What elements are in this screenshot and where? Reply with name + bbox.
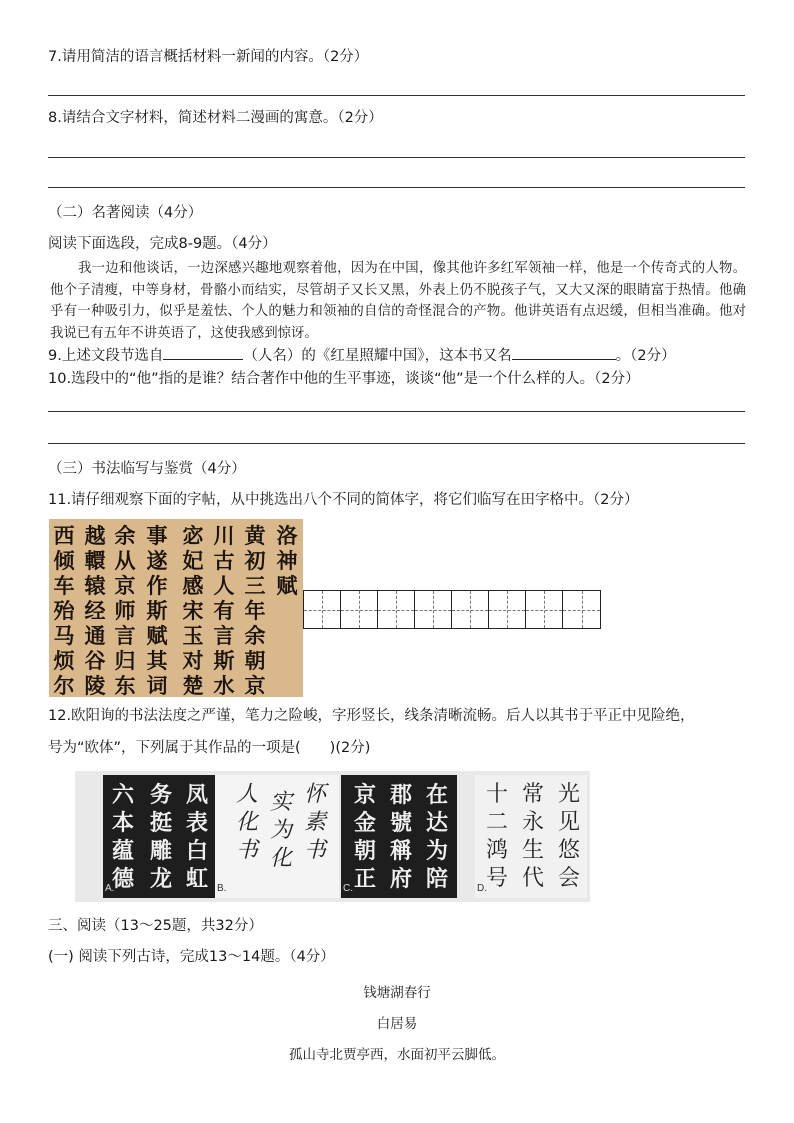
copybook-column: 西倾车殆马烦尔 bbox=[53, 523, 75, 697]
copybook-column: 黄初三年余朝京 bbox=[244, 523, 266, 697]
answer-line[interactable] bbox=[48, 411, 745, 412]
style-option-a[interactable] bbox=[103, 775, 215, 898]
copybook-column: 越轘辕经通谷陵 bbox=[84, 523, 106, 697]
style-c-column: 郡號稱府 bbox=[389, 782, 412, 892]
poem-author: 白居易 bbox=[376, 1016, 418, 1032]
blank-alt-title[interactable] bbox=[512, 345, 616, 360]
style-d-column: 常永生代 bbox=[521, 782, 544, 891]
style-b-column: 人化书 bbox=[235, 782, 258, 863]
question-10: 10.选段中的“他”指的是谁？结合著作中他的生平事迹，谈谈“他”是一个什么样的人。（2分） bbox=[48, 371, 640, 387]
subsection-1-heading: (一) 阅读下列古诗，完成13～14题。（4分） bbox=[48, 949, 335, 965]
style-c-column: 京金朝正 bbox=[353, 782, 376, 892]
q9-part1: 9.上述文段节选自 bbox=[48, 348, 164, 364]
style-d-column: 光见悠会 bbox=[557, 782, 580, 891]
poem-line-1: 孤山寺北贾亭西，水面初平云脚低。 bbox=[289, 1047, 505, 1063]
tian-cell[interactable] bbox=[341, 591, 378, 628]
style-a-column: 务挺雕龙 bbox=[149, 782, 172, 892]
poem-title: 钱塘湖春行 bbox=[363, 985, 431, 1001]
style-b-label: B. bbox=[217, 883, 227, 894]
calligraphy-styles-image bbox=[75, 771, 590, 902]
tian-cell[interactable] bbox=[563, 591, 600, 628]
question-12-line2: 号为“欧体”，下列属于其作品的一项是( )(2分) bbox=[48, 740, 371, 756]
blank-author[interactable] bbox=[163, 345, 243, 360]
section-3-heading: （三）书法临写与鉴赏（4分） bbox=[48, 461, 246, 477]
answer-line[interactable] bbox=[48, 95, 745, 96]
tian-cell[interactable] bbox=[304, 591, 341, 628]
passage-text: 我一边和他谈话，一边深感兴趣地观察着他，因为在中国，像其他许多红军领袖一样，他是一个传奇式的人物。他个子清瘦，中等身材，骨骼小而结实，尽管胡子又长又黑，外表上仍不脱孩子气，又大又深的眼睛富于热情。他确乎有一种吸引力，似乎是羞怯、个人的魅力和领袖的自信的奇怪混合的产物。他讲英语有点迟缓，但相当准确。他对我说已有五年不讲英语了，这使我感到惊讶。 bbox=[50, 261, 746, 341]
style-option-b[interactable] bbox=[215, 775, 339, 898]
style-d-label: D. bbox=[477, 883, 487, 894]
tian-cell[interactable] bbox=[526, 591, 563, 628]
reading-passage bbox=[50, 258, 746, 344]
copybook-column: 宓妃感宋玉对楚 bbox=[182, 523, 204, 697]
tian-cell[interactable] bbox=[452, 591, 489, 628]
style-option-d[interactable] bbox=[475, 775, 587, 898]
question-9 bbox=[48, 345, 676, 366]
style-b-column: 怀素书 bbox=[303, 782, 326, 863]
q9-part3: 。（2分） bbox=[615, 348, 676, 364]
question-12-line1: 12.欧阳询的书法法度之严谨，笔力之险峻，字形竖长，线条清晰流畅。后人以其书于平正中见险绝， bbox=[48, 708, 695, 724]
style-a-column: 凤表白虹 bbox=[185, 782, 208, 892]
copybook-column: 事遂作斯赋其词 bbox=[146, 523, 168, 697]
part-3-heading: 三、阅读（13～25题，共32分） bbox=[48, 918, 263, 934]
section-2-heading: （二）名著阅读（4分） bbox=[48, 205, 203, 221]
question-7: 7.请用简洁的语言概括材料一新闻的内容。（2分） bbox=[48, 49, 369, 65]
answer-line[interactable] bbox=[48, 443, 745, 444]
q9-part2: （人名）的《红星照耀中国》，这本书又名 bbox=[243, 348, 512, 364]
copybook-column: 余从京师言归东 bbox=[114, 523, 136, 697]
tian-grid bbox=[303, 590, 601, 629]
question-8: 8.请结合文字材料，简述材料二漫画的寓意。（2分） bbox=[48, 110, 383, 126]
copybook-image bbox=[49, 519, 303, 697]
style-d-column: 十二鸿号 bbox=[485, 782, 508, 891]
copybook-column: 川古人有言斯水 bbox=[213, 523, 235, 697]
style-b-column: 实为化 bbox=[269, 790, 292, 871]
answer-line[interactable] bbox=[48, 157, 745, 158]
answer-line[interactable] bbox=[48, 187, 745, 188]
tian-cell[interactable] bbox=[415, 591, 452, 628]
style-a-column: 六本蕴德 bbox=[111, 782, 134, 892]
style-option-c[interactable] bbox=[341, 775, 457, 898]
style-c-column: 在达为陪 bbox=[425, 782, 448, 892]
tian-cell[interactable] bbox=[489, 591, 526, 628]
style-a-label: A. bbox=[105, 883, 115, 894]
question-11: 11.请仔细观察下面的字帖，从中挑选出八个不同的简体字，将它们临写在田字格中。（2分） bbox=[48, 492, 639, 508]
tian-cell[interactable] bbox=[378, 591, 415, 628]
style-c-label: C. bbox=[343, 883, 353, 894]
section-2-intro: 阅读下面选段，完成8-9题。（4分） bbox=[48, 236, 277, 252]
copybook-column: 洛神赋 bbox=[276, 523, 298, 598]
